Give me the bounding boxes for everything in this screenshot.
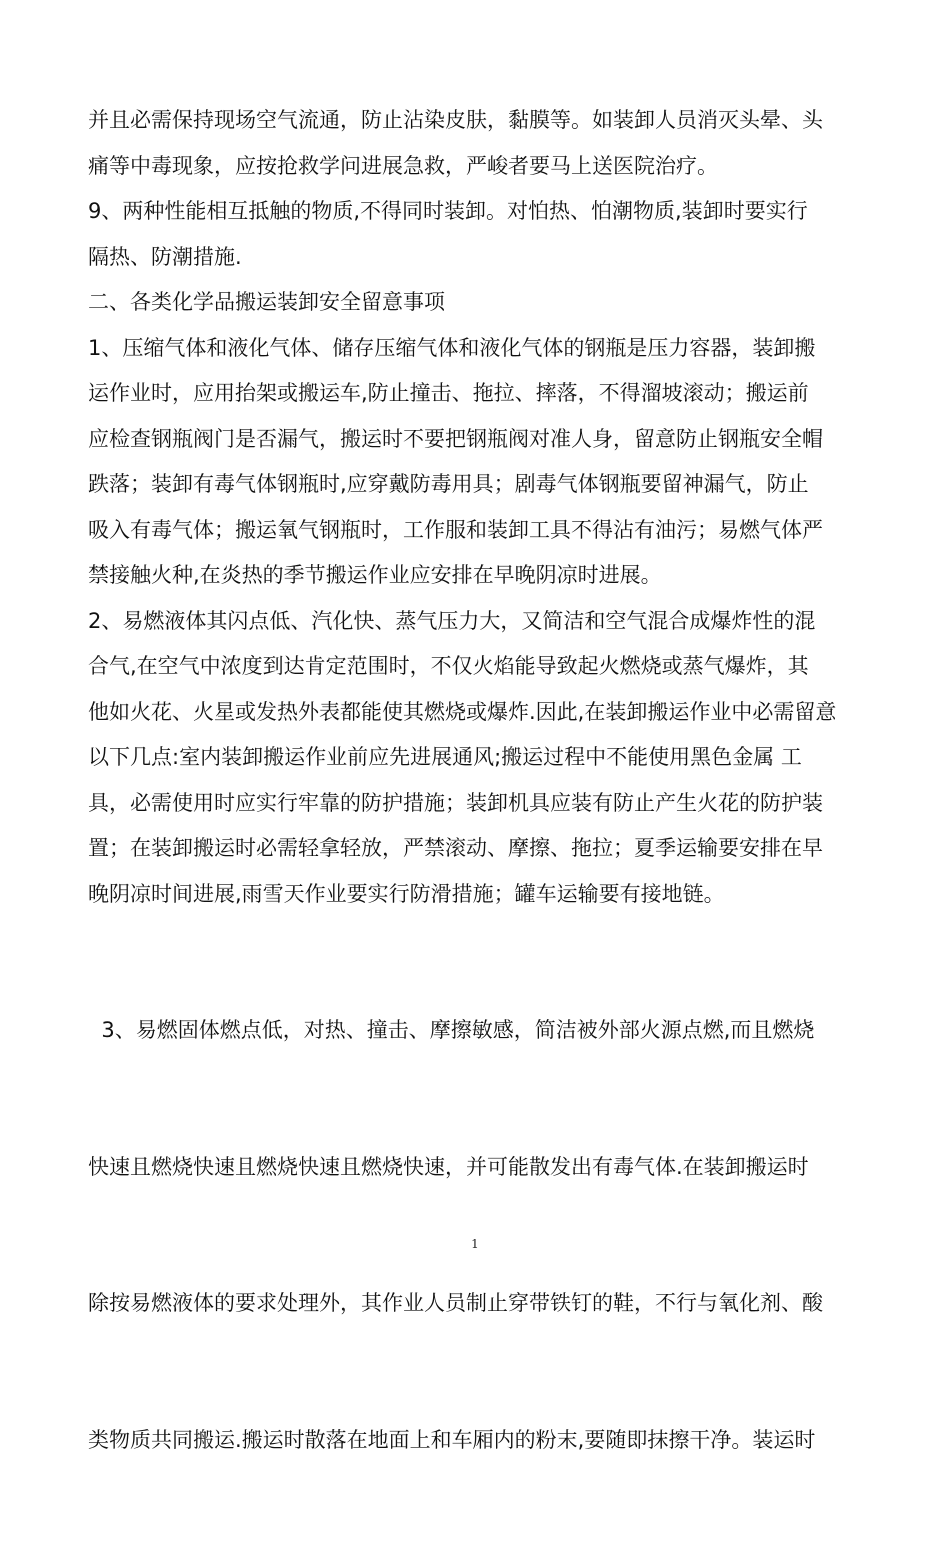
text-line: 晚阴凉时间进展,雨雪天作业要实行防滑措施；罐车运输要有接地链。: [88, 881, 725, 906]
text-line: 他如火花、火星或发热外表都能使其燃烧或爆炸.因此,在装卸搬运作业中必需留意: [88, 699, 837, 724]
text-line: 禁接触火种,在炎热的季节搬运作业应安排在早晚阴凉时进展。: [88, 563, 662, 587]
text-line: 除按易燃液体的要求处理外，其作业人员制止穿带铁钉的鞋，不行与氧化剂、酸: [88, 1291, 823, 1315]
text-line: 并且必需保持现场空气流通，防止沾染皮肤，黏膜等。如装卸人员消灭头晕、头: [88, 108, 823, 132]
text-line: 吸入有毒气体；搬运氧气钢瓶时，工作服和装卸工具不得沾有油污；易燃气体严: [88, 517, 823, 542]
paragraph-1: [88, 98, 878, 189]
text-line: 类物质共同搬运.搬运时散落在地面上和车厢内的粉末,要随即抹擦干净。装运时: [88, 1427, 816, 1452]
text-line: 具，必需使用时应实行牢靠的防护措施；装卸机具应装有防止产生火花的防护装: [88, 790, 823, 815]
document-body: [88, 98, 878, 1554]
text-line: 以下几点:室内装卸搬运作业前应先进展通风;搬运过程中不能使用黑色金属 工: [88, 745, 802, 769]
paragraph-2: [88, 189, 878, 280]
text-line: 痛等中毒现象，应按抢救学问进展急救，严峻者要马上送医院治疗。: [88, 153, 718, 178]
text-line: 合气,在空气中浓度到达肯定范围时，不仅火焰能导致起火燃烧或蒸气爆炸，其: [88, 654, 809, 678]
paragraph-4: [88, 326, 878, 599]
heading-line: 二、各类化学品搬运装卸安全留意事项: [88, 290, 445, 314]
text-line: 应检查钢瓶阀门是否漏气，搬运时不要把钢瓶阀对准人身，留意防止钢瓶安全帽: [88, 426, 823, 451]
paragraph-5: [88, 599, 878, 918]
text-line: 跌落；装卸有毒气体钢瓶时,应穿戴防毒用具；剧毒气体钢瓶要留神漏气，防止: [88, 472, 809, 496]
text-line: 隔热、防潮措施.: [88, 244, 242, 269]
page-number: 1: [471, 1237, 479, 1251]
text-line: 置；在装卸搬运时必需轻拿轻放，严禁滚动、摩擦、拖拉；夏季运输要安排在早: [88, 836, 823, 860]
text-line: 3、易燃固体燃点低，对热、撞击、摩擦敏感，简洁被外部火源点燃,而且燃烧: [88, 1018, 815, 1042]
text-line: 快速且燃烧快速且燃烧快速且燃烧快速，并可能散发出有毒气体.在装卸搬运时: [88, 1154, 809, 1179]
text-line: 2、易燃液体其闪点低、汽化快、蒸气压力大，又简洁和空气混合成爆炸性的混: [88, 608, 816, 633]
text-line: 运作业时，应用抬架或搬运车,防止撞击、拖拉、摔落，不得溜坡滚动；搬运前: [88, 381, 809, 405]
section-heading: [88, 280, 878, 326]
text-line: 9、两种性能相互抵触的物质,不得同时装卸。对怕热、怕潮物质,装卸时要实行: [88, 199, 808, 223]
text-line: 1、压缩气体和液化气体、储存压缩气体和液化气体的钢瓶是压力容器，装卸搬: [88, 335, 816, 360]
